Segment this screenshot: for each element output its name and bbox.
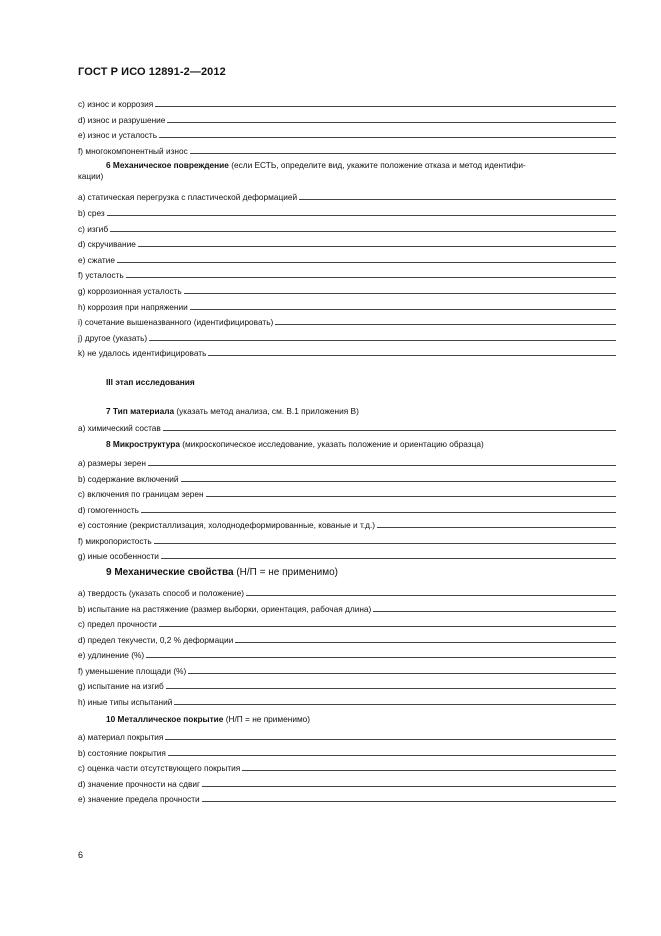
item-label: f) уменьшение площади (%) xyxy=(78,666,187,676)
item-label: b) срез xyxy=(78,208,105,218)
form-line xyxy=(78,693,616,707)
form-line xyxy=(78,282,616,296)
form-line xyxy=(78,759,616,773)
section-9-heading xyxy=(106,567,338,578)
answer-field[interactable] xyxy=(206,495,616,497)
section-8-description: (микроскопическое исследование, указать положение и ориентацию образца) xyxy=(179,439,484,449)
answer-field[interactable] xyxy=(275,323,616,325)
item-label: f) микропористость xyxy=(78,536,152,546)
form-line xyxy=(78,251,616,265)
item-label: a) размеры зерен xyxy=(78,458,146,468)
answer-field[interactable] xyxy=(161,557,616,559)
answer-field[interactable] xyxy=(110,230,616,232)
answer-field[interactable] xyxy=(159,136,616,138)
item-label: f) многокомпонентный износ xyxy=(78,146,188,156)
form-line xyxy=(78,126,616,140)
answer-field[interactable] xyxy=(166,687,616,689)
item-label: c) предел прочности xyxy=(78,619,157,629)
form-line xyxy=(78,631,616,645)
answer-field[interactable] xyxy=(235,641,616,643)
answer-field[interactable] xyxy=(299,198,616,200)
item-label: k) не удалось идентифицировать xyxy=(78,348,207,358)
item-label: c) изгиб xyxy=(78,224,109,234)
item-label: d) скручивание xyxy=(78,239,136,249)
section-6-heading xyxy=(106,160,526,171)
answer-field[interactable] xyxy=(373,610,616,612)
section-9-description: (Н/П = не применимо) xyxy=(233,567,339,578)
answer-field[interactable] xyxy=(181,480,616,482)
section-6-description-cont: кации) xyxy=(78,171,104,181)
item-label: h) коррозия при напряжении xyxy=(78,302,188,312)
item-label: d) износ и разрушение xyxy=(78,115,166,125)
section-7-title: 7 Тип материала xyxy=(106,406,175,416)
section-10-description: (Н/П = не применимо) xyxy=(223,714,311,724)
form-line xyxy=(78,329,616,343)
answer-field[interactable] xyxy=(126,276,616,278)
item-label: c) включения по границам зерен xyxy=(78,489,204,499)
answer-field[interactable] xyxy=(107,214,616,216)
answer-field[interactable] xyxy=(154,542,616,544)
section-6-title: 6 Механическое повреждение xyxy=(106,160,229,170)
answer-field[interactable] xyxy=(163,429,616,431)
form-line xyxy=(78,615,616,629)
answer-field[interactable] xyxy=(159,625,616,627)
item-label: a) материал покрытия xyxy=(78,732,164,742)
answer-field[interactable] xyxy=(168,754,616,756)
form-line xyxy=(78,266,616,280)
form-line xyxy=(78,188,616,202)
form-line xyxy=(78,111,616,125)
item-label: e) удлинение (%) xyxy=(78,650,145,660)
form-line xyxy=(78,516,616,530)
answer-field[interactable] xyxy=(117,261,616,263)
form-line xyxy=(78,600,616,614)
answer-field[interactable] xyxy=(190,152,616,154)
answer-field[interactable] xyxy=(174,703,616,705)
section-9-title: 9 Механические свойства xyxy=(106,567,234,578)
item-label: g) коррозионная усталость xyxy=(78,286,182,296)
item-label: a) химический состав xyxy=(78,423,161,433)
form-line xyxy=(78,235,616,249)
form-line xyxy=(78,790,616,804)
item-label: c) износ и коррозия xyxy=(78,99,154,109)
answer-field[interactable] xyxy=(138,245,616,247)
item-label: g) испытание на изгиб xyxy=(78,681,164,691)
item-label: e) износ и усталость xyxy=(78,130,158,140)
answer-field[interactable] xyxy=(155,105,616,107)
document-header: ГОСТ Р ИСО 12891-2—2012 xyxy=(78,66,226,78)
form-line xyxy=(78,419,616,433)
answer-field[interactable] xyxy=(149,339,616,341)
answer-field[interactable] xyxy=(242,769,616,771)
answer-field[interactable] xyxy=(190,308,616,310)
form-line xyxy=(78,485,616,499)
form-line xyxy=(78,677,616,691)
form-line xyxy=(78,298,616,312)
form-line xyxy=(78,728,616,742)
item-label: j) другое (указать) xyxy=(78,333,148,343)
stage-3-title: III этап исследования xyxy=(106,377,195,387)
form-line xyxy=(78,344,616,358)
answer-field[interactable] xyxy=(202,800,616,802)
item-label: i) сочетание вышеназванного (идентифицировать) xyxy=(78,317,274,327)
item-label: e) состояние (рекристаллизация, холоднодеформированные, кованые и т.д.) xyxy=(78,520,376,530)
form-line xyxy=(78,470,616,484)
answer-field[interactable] xyxy=(246,594,616,596)
answer-field[interactable] xyxy=(148,464,616,466)
item-label: d) гомогенность xyxy=(78,505,139,515)
section-7-heading xyxy=(106,406,359,417)
form-line xyxy=(78,204,616,218)
form-line xyxy=(78,547,616,561)
section-8-heading xyxy=(106,439,484,450)
item-label: a) твердость (указать способ и положение) xyxy=(78,588,245,598)
answer-field[interactable] xyxy=(377,526,616,528)
form-line xyxy=(78,744,616,758)
section-7-description: (указать метод анализа, см. В.1 приложения В) xyxy=(174,406,359,416)
answer-field[interactable] xyxy=(146,656,616,658)
section-8-title: 8 Микроструктура xyxy=(106,439,180,449)
form-line xyxy=(78,646,616,660)
item-label: b) испытание на растяжение (размер выборки, ориентация, рабочая длина) xyxy=(78,604,372,614)
item-label: a) статическая перегрузка с пластической деформацией xyxy=(78,192,298,202)
item-label: d) предел текучести, 0,2 % деформации xyxy=(78,635,234,645)
item-label: h) иные типы испытаний xyxy=(78,697,173,707)
form-line xyxy=(78,532,616,546)
item-label: e) сжатие xyxy=(78,255,115,265)
form-line xyxy=(78,584,616,598)
item-label: d) значение прочности на сдвиг xyxy=(78,779,201,789)
answer-field[interactable] xyxy=(188,672,616,674)
form-line xyxy=(78,95,616,109)
item-label: b) содержание включений xyxy=(78,474,179,484)
answer-field[interactable] xyxy=(208,354,616,356)
page-number: 6 xyxy=(78,850,84,860)
item-label: b) состояние покрытия xyxy=(78,748,166,758)
section-10-title: 10 Металлическое покрытие xyxy=(106,714,224,724)
item-label: c) оценка части отсутствующего покрытия xyxy=(78,763,241,773)
answer-field[interactable] xyxy=(167,121,616,123)
answer-field[interactable] xyxy=(165,738,616,740)
form-line xyxy=(78,454,616,468)
answer-field[interactable] xyxy=(141,511,616,513)
answer-field[interactable] xyxy=(184,292,616,294)
item-label: f) усталость xyxy=(78,270,124,280)
form-line xyxy=(78,501,616,515)
form-line xyxy=(78,142,616,156)
section-6-description: (если ЕСТЬ, определите вид, укажите положение отказа и метод идентифи- xyxy=(228,160,526,170)
answer-field[interactable] xyxy=(202,785,616,787)
item-label: g) иные особенности xyxy=(78,551,159,561)
form-line xyxy=(78,220,616,234)
item-label: e) значение предела прочности xyxy=(78,794,200,804)
form-line xyxy=(78,313,616,327)
section-10-heading xyxy=(106,714,310,725)
form-line xyxy=(78,775,616,789)
form-line xyxy=(78,662,616,676)
